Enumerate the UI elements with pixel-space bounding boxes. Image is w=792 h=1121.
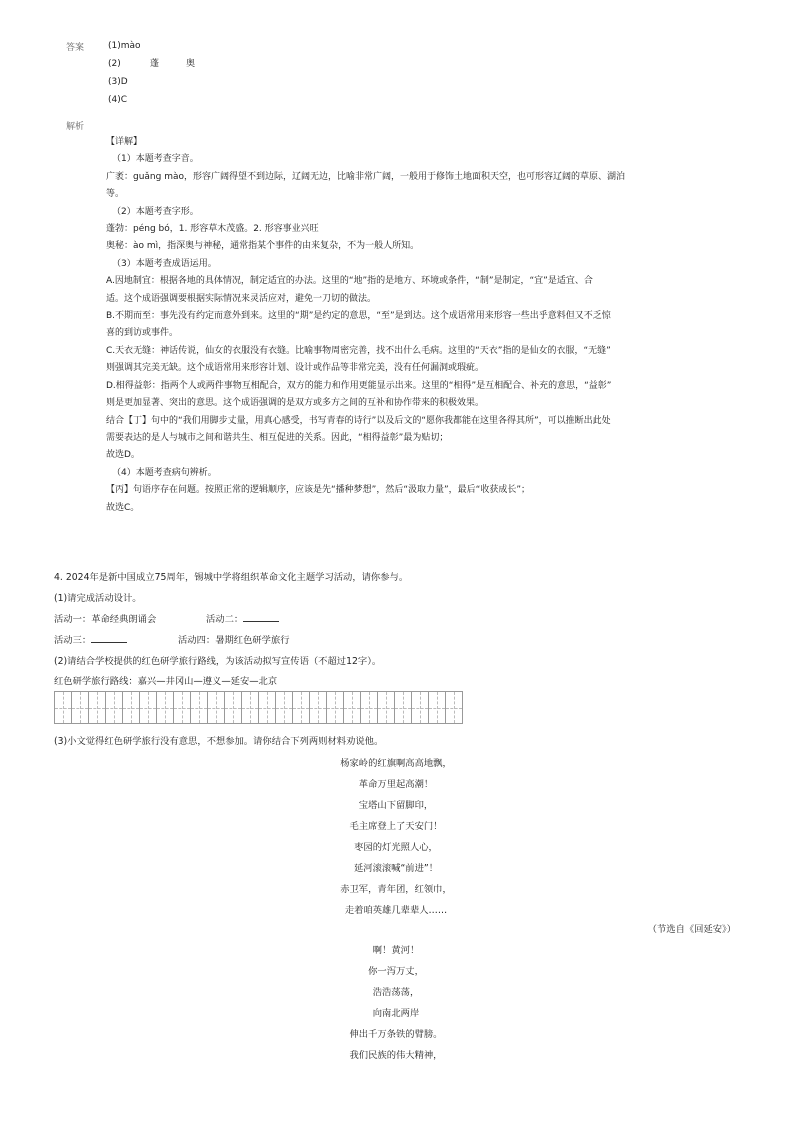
activity-2: [206, 611, 279, 625]
analysis-line: 广袤：guǎng mào，形容广阔得望不到边际，辽阔无边，比喻非常广阔，一般用于修饰土地面积天空，也可形容辽阔的草原、湖泊: [106, 171, 626, 182]
activity-1: 活动一：革命经典朗诵会: [54, 614, 157, 625]
answer-2-label: (2): [108, 59, 121, 69]
analysis-line: （4）本题考查病句辨析。: [112, 467, 217, 478]
answer-4: (4)C: [108, 95, 128, 105]
grid-cell[interactable]: [361, 691, 378, 724]
analysis-line: 等。: [106, 189, 125, 200]
grid-cell[interactable]: [259, 691, 276, 724]
grid-cell[interactable]: [208, 691, 225, 724]
grid-cell[interactable]: [429, 691, 446, 724]
grid-cell[interactable]: [72, 691, 89, 724]
question-part3: (3)小文觉得红色研学旅行没有意思，不想参加。请你结合下列两则材料劝说他。: [54, 736, 384, 747]
grid-cell[interactable]: [106, 691, 123, 724]
activity-3: [54, 632, 127, 646]
poem2-line: 我们民族的伟大精神，: [349, 1050, 443, 1061]
grid-cell[interactable]: [191, 691, 208, 724]
poem1-source: （节选自《回延安》）: [647, 924, 736, 935]
analysis-line: 喜的到访或事件。: [106, 328, 179, 339]
analysis-line: 适。这个成语强调要根据实际情况来灵活应对，避免一刀切的做法。: [106, 293, 377, 304]
analysis-line: 则强调其完美无缺。这个成语常用来形容计划、设计或作品等非常完美，没有任何漏洞或瑕疵。: [106, 363, 485, 374]
grid-cell[interactable]: [327, 691, 344, 724]
analysis-label: 解析: [66, 122, 85, 132]
question-part2: (2)请结合学校提供的红色研学旅行路线，为该活动拟写宣传语（不超过12字）。: [54, 656, 382, 667]
grid-cell[interactable]: [242, 691, 259, 724]
poem2-line: 向南北两岸: [372, 1008, 420, 1019]
grid-cell[interactable]: [123, 691, 140, 724]
analysis-line: 【详解】: [106, 137, 143, 147]
analysis-line: 蓬勃：péng bó，1. 形容草木茂盛。2. 形容事业兴旺: [106, 224, 319, 235]
grid-cell[interactable]: [174, 691, 191, 724]
analysis-line: A.因地制宜：根据各地的具体情况，制定适宜的办法。这里的“地”指的是地方、环境或条件，“制”是制定，“宜”是适宜、合: [106, 276, 593, 287]
grid-cell[interactable]: [344, 691, 361, 724]
grid-cell[interactable]: [225, 691, 242, 724]
answer-2-char2: 奥: [186, 59, 196, 69]
analysis-line: 需要表达的是人与城市之间和谐共生、相互促进的关系。因此，“相得益彰”最为贴切；: [106, 432, 449, 443]
grid-cell[interactable]: [378, 691, 395, 724]
analysis-line: D.相得益彰：指两个人或两件事物互相配合，双方的能力和作用更能显示出来。这里的“相得”是互相配合、补充的意思，“益彰”: [106, 380, 612, 391]
analysis-line: 奥秘：ào mì，指深奥与神秘，通常指某个事件的由来复杂，不为一般人所知。: [106, 241, 420, 252]
poem1-line: 延河滚滚喊“前进”！: [353, 863, 438, 874]
poem1-line: 走着咱英雄几辈辈人……: [344, 905, 448, 916]
analysis-line: B.不期而至：事先没有约定而意外到来。这里的“期”是约定的意思，“至”是到达。这个成语常用来形容一些出乎意料但又不乏惊: [106, 311, 611, 322]
poem1-line: 杨家岭的红旗啊高高地飘，: [340, 758, 452, 769]
poem1-line: 枣园的灯光照人心，: [354, 842, 438, 853]
grid-cell[interactable]: [157, 691, 174, 724]
poem2-line: 浩浩荡荡，: [372, 987, 420, 998]
poem1-line: 毛主席登上了天安门！: [349, 821, 443, 832]
route-text: 红色研学旅行路线：嘉兴—井冈山—遵义—延安—北京: [54, 676, 278, 687]
analysis-line: C.天衣无缝：神话传说，仙女的衣服没有衣缝。比喻事物周密完善，找不出什么毛病。这里的“天衣”指的是仙女的衣服，“无缝”: [106, 345, 611, 356]
analysis-line: （3）本题考查成语运用。: [112, 258, 217, 269]
answer-2-char1: 蓬: [150, 59, 160, 69]
poem2-line: 啊！黄河！: [372, 945, 420, 956]
analysis-line: 则是更加显著、突出的意思。这个成语强调的是双方或多方之间的互补和协作带来的积极效果。: [106, 398, 485, 409]
question-part1: (1)请完成活动设计。: [54, 593, 142, 604]
answer-1: (1)mào: [108, 41, 141, 51]
grid-cell[interactable]: [395, 691, 412, 724]
activity-3-blank[interactable]: [91, 633, 127, 643]
writing-grid[interactable]: [54, 691, 463, 724]
answer-3: (3)D: [108, 77, 128, 87]
poem2-line: 伸出千万条铁的臂膀。: [349, 1029, 443, 1040]
answer-label: 答案: [66, 43, 85, 53]
grid-cell[interactable]: [55, 691, 72, 724]
analysis-line: 结合【丁】句中的“我们用脚步丈量，用真心感受，书写青春的诗行”以及后文的“愿你我都能在这里各得其所”，可以推断出此处: [106, 415, 611, 426]
grid-cell[interactable]: [310, 691, 327, 724]
grid-cell[interactable]: [293, 691, 310, 724]
grid-cell[interactable]: [89, 691, 106, 724]
grid-cell[interactable]: [412, 691, 429, 724]
analysis-line: （2）本题考查字形。: [112, 206, 199, 217]
analysis-line: 【丙】句语序存在问题。按照正常的逻辑顺序，应该是先“播种梦想”，然后“汲取力量”，最后“收获成长”；: [106, 485, 530, 496]
poem1-line: 宝塔山下留脚印，: [358, 800, 434, 811]
activity-2-blank[interactable]: [243, 612, 279, 622]
question-intro: 4. 2024年是新中国成立75周年，锡城中学将组织革命文化主题学习活动，请你参与。: [54, 572, 409, 583]
activity-4: 活动四：暑期红色研学旅行: [178, 635, 290, 646]
poem1-line: 革命万里起高潮！: [358, 779, 434, 790]
grid-cell[interactable]: [276, 691, 293, 724]
grid-cell[interactable]: [140, 691, 157, 724]
analysis-line: （1）本题考查字音。: [112, 154, 199, 165]
activity-2-label: 活动二：: [206, 614, 244, 625]
analysis-line: 故选C。: [106, 502, 140, 513]
analysis-line: 故选D。: [106, 450, 140, 461]
activity-3-label: 活动三：: [54, 635, 92, 646]
poem1-line: 赤卫军，青年团，红领巾，: [340, 884, 452, 895]
poem2-line: 你一泻万丈，: [368, 966, 424, 977]
grid-cell[interactable]: [446, 691, 463, 724]
analysis-body: [106, 134, 718, 517]
